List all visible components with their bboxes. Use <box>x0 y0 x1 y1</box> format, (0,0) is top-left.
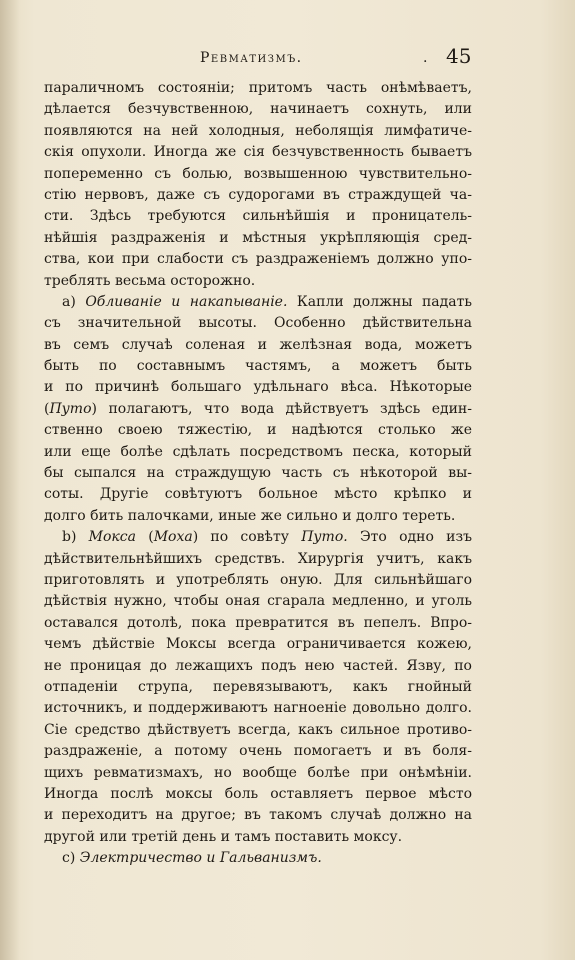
section-b-alt-title: Моха <box>153 529 193 546</box>
text-line: другой или третій день и тамъ поставить моксу. <box>44 828 403 845</box>
section-b-heading-line <box>44 527 472 548</box>
section-a-heading-line <box>44 292 472 313</box>
body-text <box>44 78 472 869</box>
text-line: или еще болѣе сдѣлать посредствомъ песка, который <box>44 443 472 460</box>
text-line: и переходитъ на другое; въ такомъ случаѣ должно на <box>44 807 472 824</box>
running-head: Ревматизмъ. <box>200 50 303 66</box>
text-line: раздраженіе, а потому очень помогаетъ и въ боля- <box>44 743 472 760</box>
section-b-rest: Это одно изъ <box>347 529 472 546</box>
paren-open: ( <box>44 400 50 417</box>
section-c-title: Электричество и Гальванизмъ. <box>79 850 322 867</box>
section-b-label: b) <box>62 529 89 546</box>
section-b-title: Мокса <box>88 529 136 546</box>
text-line: нѣйшія раздраженія и мѣстныя укрѣпляющія сред- <box>44 229 472 246</box>
text-line: дѣйствительнѣйшихъ средствъ. Хирургія учитъ, какъ <box>44 550 472 567</box>
author-name: Путо. <box>301 529 348 546</box>
section-a-label: а) <box>62 293 86 310</box>
text-line: быть по составнымъ частямъ, а можетъ быть <box>44 358 472 375</box>
page-number: 45 <box>446 44 472 68</box>
text-line: дѣлается безчувственною, начинаетъ сохнуть, или <box>44 101 472 118</box>
text-line: источникъ, и поддерживаютъ нагноеніе довольно долго. <box>44 700 472 717</box>
text-line: скія опухоли. Иногда же сія безчувственность бываетъ <box>44 144 472 161</box>
text-line: параличномъ состояніи; притомъ часть онѣмѣваетъ, <box>44 80 472 96</box>
section-c-heading-line <box>44 848 472 869</box>
text-line: попеременно съ болью, возвышенною чувствительно- <box>44 165 472 182</box>
section-a-rest: Капли должны падать <box>287 293 472 310</box>
text-line: отпаденіи струпа, перевязываютъ, какъ гнойный <box>44 678 472 695</box>
text-line: дѣйствія нужно, чтобы оная сгарала медленно, и уголь <box>44 593 472 610</box>
text-line: стію нервовъ, даже съ судорогами въ страждущей ча- <box>44 186 472 203</box>
text-line: сти. Здѣсь требуются сильнѣйшія и проницатель- <box>44 208 472 225</box>
section-b-paren: ( <box>135 529 154 546</box>
header-dot: . <box>423 50 428 66</box>
text-line: въ семъ случаѣ соленая и желѣзная вода, можетъ <box>44 336 472 353</box>
text-line: появляются на ней холодныя, неболящія лимфатиче- <box>44 122 472 139</box>
text-line: Иногда послѣ моксы боль оставляетъ первое мѣсто <box>44 785 472 802</box>
text-line: приготовлять и употреблять оную. Для сильнѣйшаго <box>44 571 472 588</box>
text-line: ственно своею тяжестію, и надѣются столько же <box>44 422 472 439</box>
text-line: треблять весьма осторожно. <box>44 272 256 289</box>
text-line: съ значительной высоты. Особенно дѣйствительна <box>44 315 472 332</box>
text-line: ства, кои при слабости съ раздраженіемъ должно упо- <box>44 251 472 268</box>
puto-line <box>44 399 472 420</box>
section-b-mid: ) по совѣту <box>192 529 302 546</box>
text-line: соты. Другіе совѣтуютъ больное мѣсто крѣпко и <box>44 486 472 503</box>
text-line: чемъ дѣйствіе Моксы всегда ограничивается кожею, <box>44 636 472 653</box>
text-line: и по причинѣ большаго удѣльнаго вѣса. Нѣкоторые <box>44 379 472 396</box>
text-line: щихъ ревматизмахъ, но вообще болѣе при онѣмѣніи. <box>44 764 472 781</box>
text-line: долго бить палочками, иные же сильно и долго тереть. <box>44 507 456 524</box>
section-c-label: с) <box>62 850 80 867</box>
gutter-shadow <box>0 0 20 960</box>
text-line: оставался дотолѣ, пока превратится въ пепелъ. Впро- <box>44 614 472 631</box>
text-line: не проницая до лежащихъ подъ нею частей. Язву, по <box>44 657 472 674</box>
puto-rest: ) полагаютъ, что вода дѣйствуетъ здѣсь един- <box>91 400 472 417</box>
text-line: Сіе средство дѣйствуетъ всегда, какъ сильное противо- <box>44 721 472 738</box>
section-a-title: Обливаніе и накапываніе. <box>85 293 288 310</box>
author-name: Путо <box>49 400 92 417</box>
text-line: бы сыпался на страждущую часть съ нѣкоторой вы- <box>44 465 472 482</box>
page-header <box>0 42 575 72</box>
